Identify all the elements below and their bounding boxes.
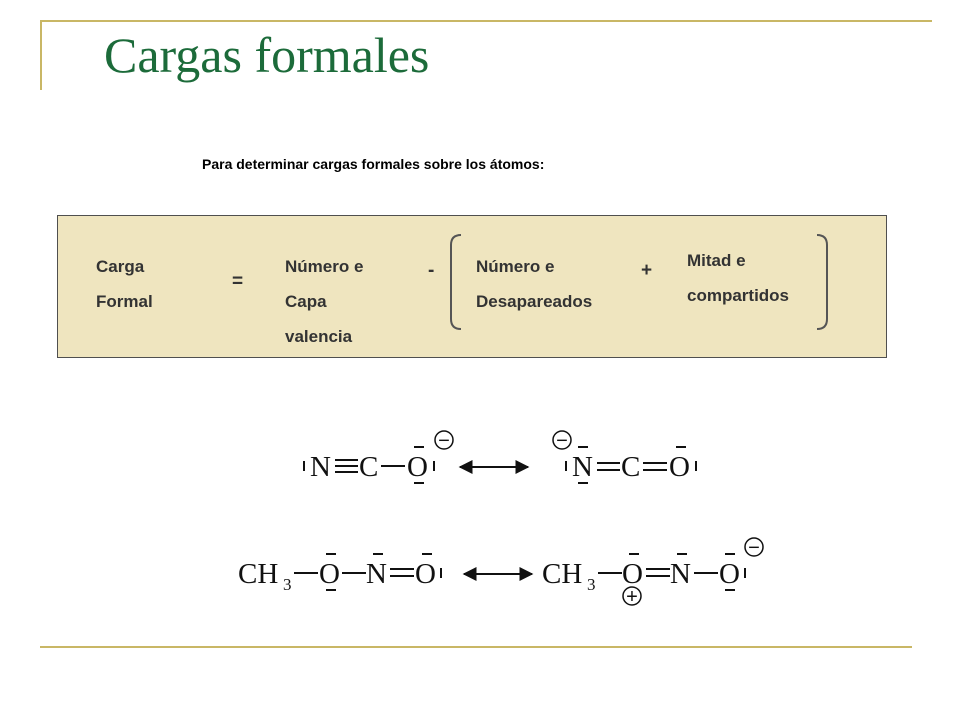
formula-minus: - — [428, 260, 435, 281]
atom-o: O — [669, 451, 690, 483]
charge-negative: − — [748, 537, 760, 559]
atom-o: O — [415, 558, 436, 590]
structure-cyanate-2 — [553, 430, 696, 483]
group-ch: CH — [542, 558, 583, 590]
formula-equals: = — [232, 271, 244, 292]
formula-term-unpaired: Número e Desapareados — [476, 257, 593, 311]
atom-o: O — [319, 558, 340, 590]
group-ch: CH — [238, 558, 279, 590]
slide-title: Cargas formales — [104, 27, 430, 83]
atom-c: C — [621, 451, 641, 483]
charge-negative: − — [438, 430, 450, 452]
formula-lhs: Carga Formal — [96, 257, 153, 311]
structure-methyl-nitrite-2 — [542, 537, 763, 608]
structure-methyl-nitrite-1 — [238, 554, 441, 594]
atom-o: O — [719, 558, 740, 590]
atom-n: N — [310, 451, 331, 483]
atom-n: N — [670, 558, 691, 590]
formula-plus: + — [641, 260, 653, 281]
formula-term-shared: Mitad e compartidos — [687, 251, 790, 305]
formula-term-valence: Número e Capa valencia — [285, 257, 364, 346]
atom-o: O — [622, 558, 643, 590]
atom-n: N — [572, 451, 593, 483]
atom-c: C — [359, 451, 379, 483]
charge-negative: − — [556, 430, 568, 452]
group-subscript: 3 — [587, 575, 596, 594]
atom-o: O — [407, 451, 428, 483]
charge-positive: + — [626, 586, 638, 608]
structure-cyanate-1 — [304, 430, 453, 483]
atom-n: N — [366, 558, 387, 590]
group-subscript: 3 — [283, 575, 292, 594]
slide-subtitle: Para determinar cargas formales sobre los átomos: — [202, 156, 545, 172]
